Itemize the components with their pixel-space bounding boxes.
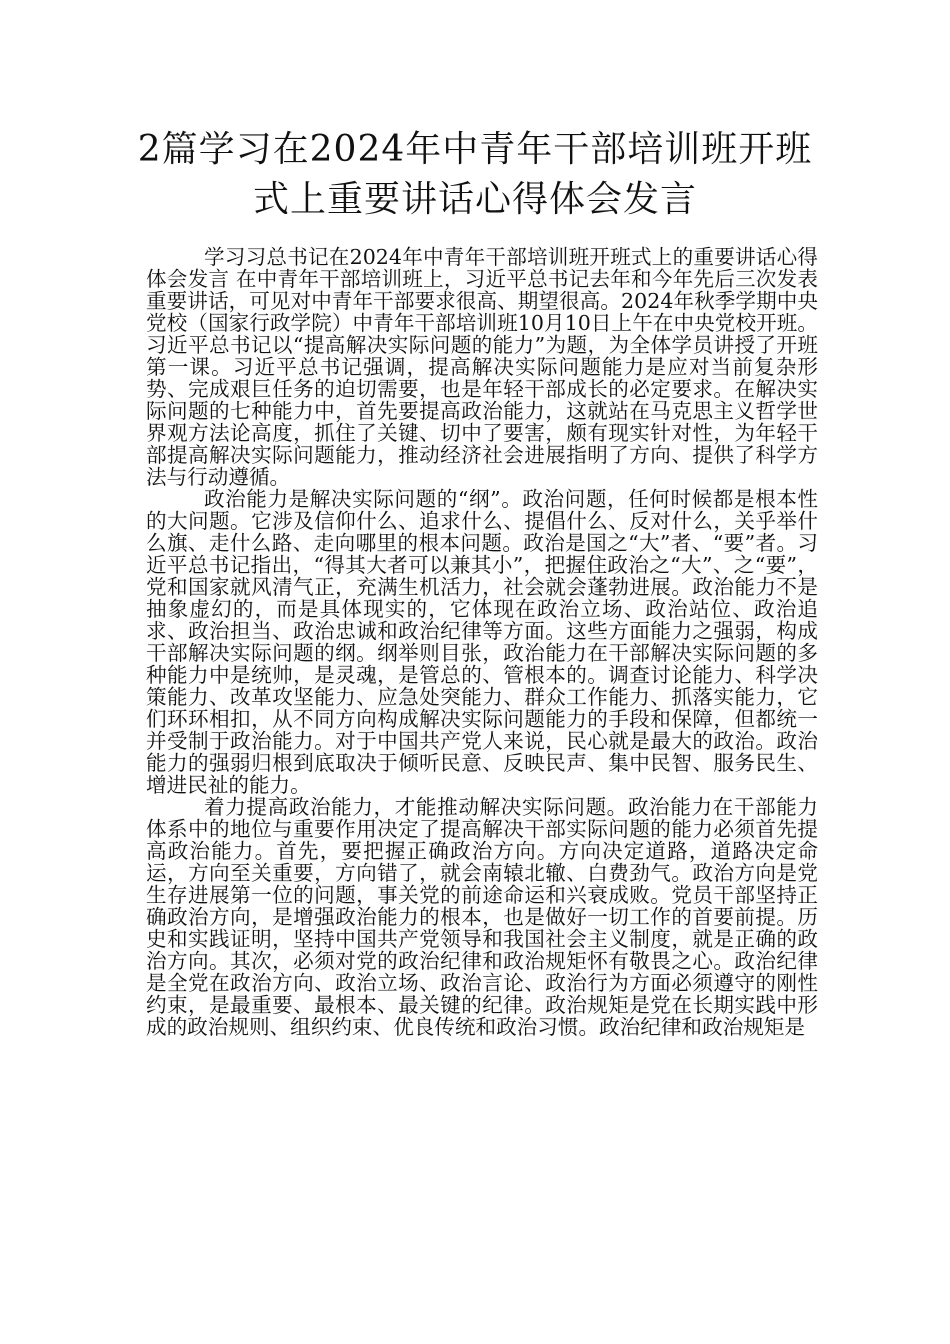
paragraph-3: 着力提高政治能力，才能推动解决实际问题。政治能力在干部能力体系中的地位与重要作用决定了提高解决干部实际问题的能力必须首先提高政治能力。首先，要把握正确政治方向。方向决定道路，道路决定命运，方向至关重要，方向错了，就会南辕北辙、白费劲气。政治方向是党生存进展第一位的问题，事关党的前途命运和兴衰成败。党员干部坚持正确政治方向，是增强政治能力的根本，也是做好一切工作的首要前提。历史和实践证明，坚持中国共产党领导和我国社会主义制度，就是正确的政治方向。其次，必须对党的政治纪律和政治规矩怀有敬畏之心。政治纪律是全党在政治方向、政治立场、政治言论、政治行为方面必须遵守的刚性约束，是最重要、最根本、最关键的纪律。政治规矩是党在长期实践中形成的政治规则、组织约束、优良传统和政治习惯。政治纪律和政治规矩是	[146, 795, 818, 1039]
paragraph-2: 政治能力是解决实际问题的“纲”。政治问题，任何时候都是根本性的大问题。它涉及信仰什么、追求什么、提倡什么、反对什么，关乎举什么旗、走什么路、走向哪里的根本问题。政治是国之“大”者、“要”者。习近平总书记指出，“得其大者可以兼其小”，把握住政治之“大”、之“要”，党和国家就风清气正，充满生机活力，社会就会蓬勃进展。政治能力不是抽象虚幻的，而是具体现实的，它体现在政治立场、政治站位、政治追求、政治担当、政治忠诚和政治纪律等方面。这些方面能力之强弱，构成干部解决实际问题的纲。纲举则目张，政治能力在干部解决实际问题的多种能力中是统帅，是灵魂，是管总的、管根本的。调查讨论能力、科学决策能力、改革攻坚能力、应急处突能力、群众工作能力、抓落实能力，它们环环相扣，从不同方向构成解决实际问题能力的手段和保障，但都统一并受制于政治能力。对于中国共产党人来说，民心就是最大的政治。政治能力的强弱归根到底取决于倾听民意、反映民声、集中民智、服务民生、增进民祉的能力。	[146, 487, 818, 797]
title-line-1: 2篇学习在2024年中青年干部培训班开班	[137, 129, 813, 170]
document-title	[100, 125, 850, 225]
title-line-2: 式上重要讲话心得体会发言	[252, 179, 697, 220]
document-body	[146, 246, 818, 1038]
paragraph-1: 学习习总书记在2024年中青年干部培训班开班式上的重要讲话心得体会发言 在中青年干部培训班上，习近平总书记去年和今年先后三次发表重要讲话，可见对中青年干部要求很高、期望很高。2024年秋季学期中央党校（国家行政学院）中青年干部培训班10月10日上午在中央党校开班。习近平总书记以“提高解决实际问题的能力”为题，为全体学员讲授了开班第一课。习近平总书记强调，提高解决实际问题能力是应对当前复杂形势、完成艰巨任务的迫切需要，也是年轻干部成长的必定要求。在解决实际问题的七种能力中，首先要提高政治能力，这就站在马克思主义哲学世界观方法论高度，抓住了关键、切中了要害，颇有现实针对性，为年轻干部提高解决实际问题能力，推动经济社会进展指明了方向、提供了科学方法与行动遵循。	[146, 245, 818, 489]
